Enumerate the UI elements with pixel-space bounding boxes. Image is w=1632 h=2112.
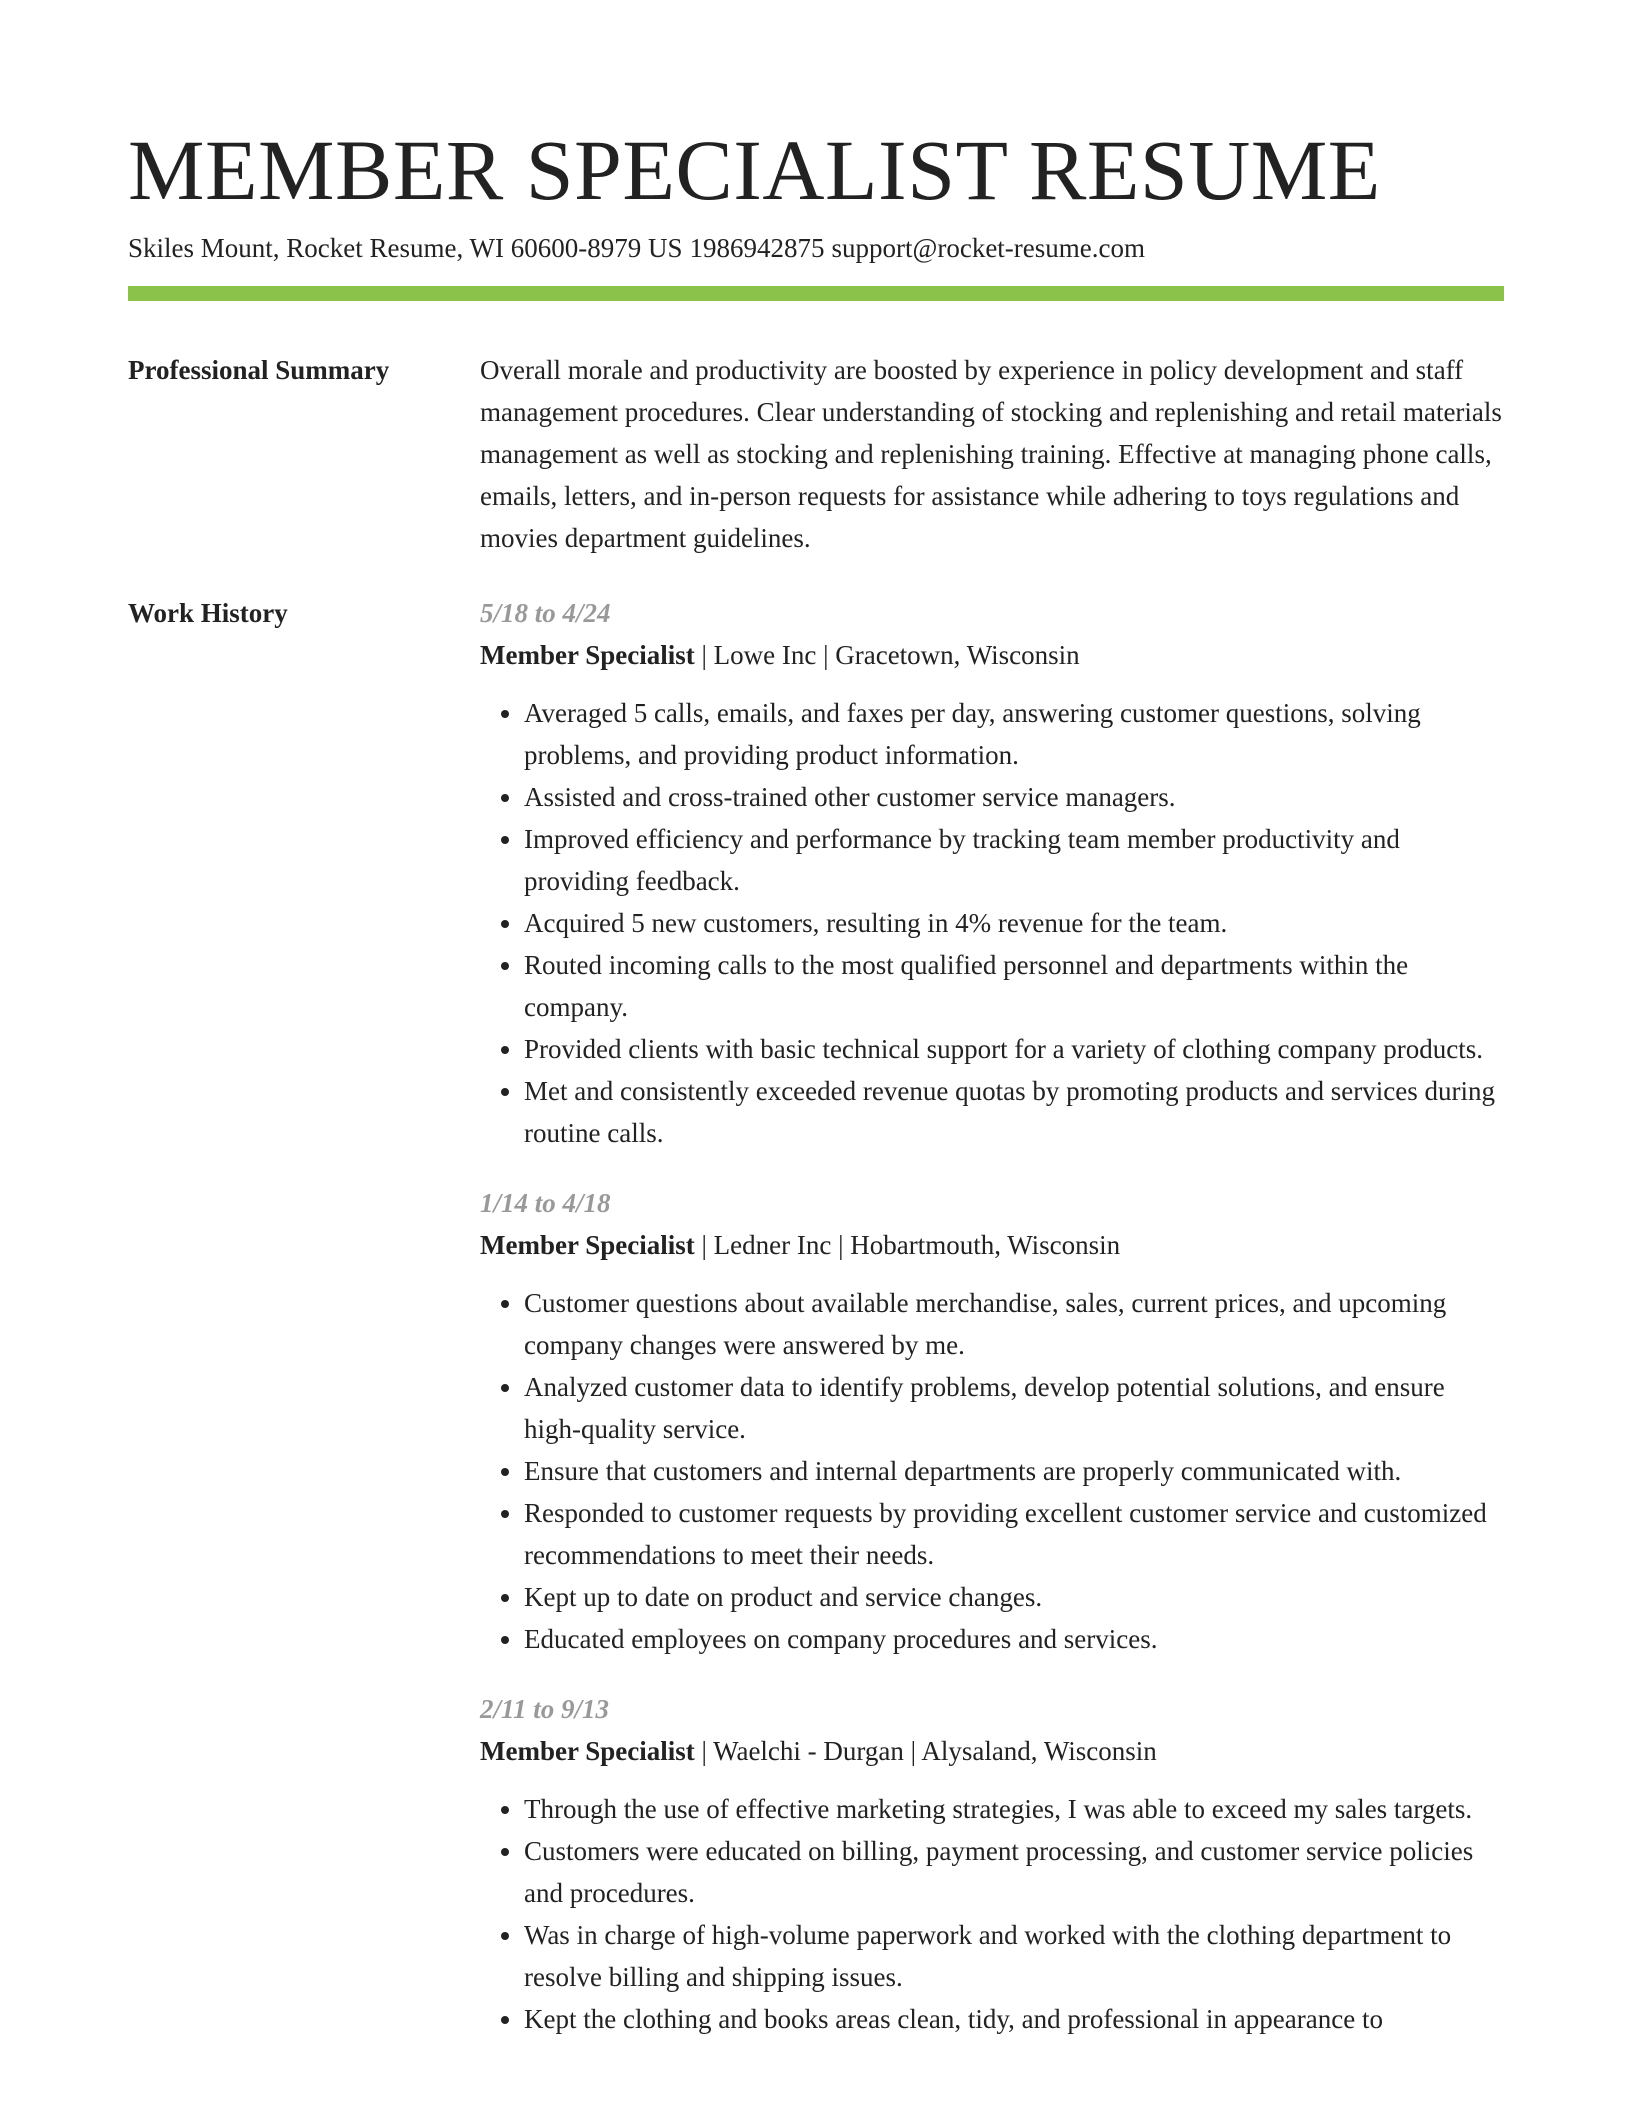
job-bullet: • Kept up to date on product and service changes. bbox=[524, 1576, 1504, 1618]
job-location: Gracetown, Wisconsin bbox=[835, 640, 1080, 670]
job-company: Waelchi - Durgan bbox=[713, 1736, 904, 1766]
job-location: Alysaland, Wisconsin bbox=[921, 1736, 1157, 1766]
job-bullet: • Kept the clothing and books areas clean, tidy, and professional in appearance to bbox=[524, 1998, 1504, 2040]
job-dates: 5/18 to 4/24 bbox=[480, 598, 611, 628]
job-bullet: • Responded to customer requests by providing excellent customer service and customized recommendations to meet their needs. bbox=[524, 1492, 1504, 1576]
job-entry bbox=[480, 1182, 1504, 1660]
job-company: Lowe Inc bbox=[713, 640, 817, 670]
summary-text: Overall morale and productivity are boosted by experience in policy development and staff management procedures. Clear understanding of stocking and replenishing and retail materials management as well as stocking and replenishing training. Effective at managing phone calls, emails, letters, and in-person requests for assistance while adhering to toys regulations and movies department guidelines. bbox=[480, 355, 1502, 553]
resume-title: MEMBER SPECIALIST RESUME bbox=[128, 122, 1381, 218]
job-entry bbox=[480, 592, 1504, 1154]
job-dates: 1/14 to 4/18 bbox=[480, 1188, 611, 1218]
job-bullet: • Through the use of effective marketing strategies, I was able to exceed my sales targets. bbox=[524, 1788, 1504, 1830]
header-divider bbox=[128, 286, 1504, 301]
job-bullet: • Analyzed customer data to identify problems, develop potential solutions, and ensure high-quality service. bbox=[524, 1366, 1504, 1450]
job-title: Member Specialist bbox=[480, 1736, 695, 1766]
job-bullet: • Ensure that customers and internal departments are properly communicated with. bbox=[524, 1450, 1504, 1492]
job-bullet: • Routed incoming calls to the most qualified personnel and departments within the company. bbox=[524, 944, 1504, 1028]
contact-address: Skiles Mount, Rocket Resume, WI 60600-8979 US bbox=[128, 233, 683, 263]
job-bullet: • Improved efficiency and performance by tracking team member productivity and providing feedback. bbox=[524, 818, 1504, 902]
job-bullet: • Assisted and cross-trained other customer service managers. bbox=[524, 776, 1504, 818]
job-heading: Member Specialist | Lowe Inc | Gracetown, Wisconsin bbox=[480, 640, 1080, 670]
work-history-label: Work History bbox=[128, 598, 288, 628]
job-bullet: • Acquired 5 new customers, resulting in 4% revenue for the team. bbox=[524, 902, 1504, 944]
job-bullet: • Averaged 5 calls, emails, and faxes per day, answering customer questions, solving problems, and providing product information. bbox=[524, 692, 1504, 776]
job-bullet: • Educated employees on company procedures and services. bbox=[524, 1618, 1504, 1660]
job-entry bbox=[480, 1688, 1504, 2040]
contact-email: support@rocket-resume.com bbox=[831, 233, 1146, 263]
job-title: Member Specialist bbox=[480, 1230, 695, 1260]
contact-line bbox=[128, 232, 1145, 264]
summary-body bbox=[480, 349, 1504, 559]
job-location: Hobartmouth, Wisconsin bbox=[850, 1230, 1121, 1260]
job-heading: Member Specialist | Waelchi - Durgan | Alysaland, Wisconsin bbox=[480, 1736, 1157, 1766]
job-bullet: • Met and consistently exceeded revenue quotas by promoting products and services during routine calls. bbox=[524, 1070, 1504, 1154]
job-bullet-list bbox=[480, 692, 1504, 1154]
job-bullet: • Customers were educated on billing, payment processing, and customer service policies and procedures. bbox=[524, 1830, 1504, 1914]
job-heading: Member Specialist | Ledner Inc | Hobartmouth, Wisconsin bbox=[480, 1230, 1121, 1260]
job-bullet: • Was in charge of high-volume paperwork and worked with the clothing department to resolve billing and shipping issues. bbox=[524, 1914, 1504, 1998]
job-bullet-list bbox=[480, 1788, 1504, 2040]
job-dates: 2/11 to 9/13 bbox=[480, 1694, 610, 1724]
contact-phone: 1986942875 bbox=[689, 233, 825, 263]
job-title: Member Specialist bbox=[480, 640, 695, 670]
job-bullet-list bbox=[480, 1282, 1504, 1660]
job-company: Ledner Inc bbox=[713, 1230, 832, 1260]
summary-label: Professional Summary bbox=[128, 355, 390, 385]
job-bullet: • Provided clients with basic technical support for a variety of clothing company products. bbox=[524, 1028, 1504, 1070]
job-bullet: • Customer questions about available merchandise, sales, current prices, and upcoming company changes were answered by me. bbox=[524, 1282, 1504, 1366]
work-history-body bbox=[480, 592, 1504, 2068]
